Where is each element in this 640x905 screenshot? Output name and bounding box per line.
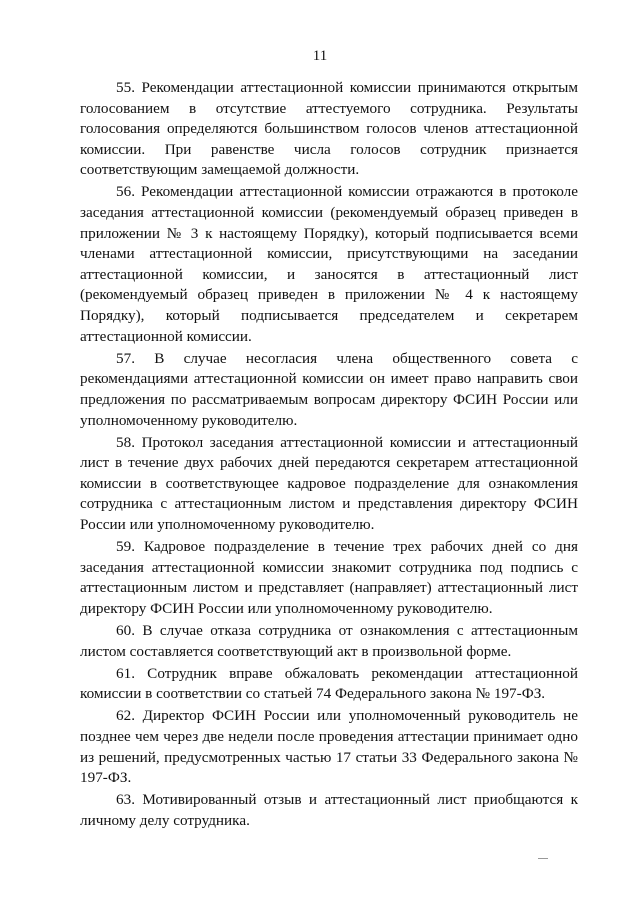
paragraph-62: 62. Директор ФСИН России или уполномоченный руководитель не позднее чем через две недели после проведения аттестации принимает одно из решений, предусмотренных частью 17 статьи 33 Федерального закона № 197-ФЗ. [80,707,578,787]
paragraph-57: 57. В случае несогласия члена общественного совета с рекомендациями аттестационной комиссии он имеет право направить свои предложения по рассматриваемым вопросам директору ФСИН России или уполномоченному руководителю. [80,349,578,429]
page-number: 11 [312,48,328,64]
paragraph-58: 58. Протокол заседания аттестационной комиссии и аттестационный лист в течение двух рабочих дней передаются секретарем аттестационной комиссии в соответствующее кадровое подразделение для ознакомления сотрудника с аттестационным листом и представления директору ФСИН России или уполномоченному руководителю. [80,433,578,533]
paragraph-59: 59. Кадровое подразделение в течение трех рабочих дней со дня заседания аттестационной комиссии знакомит сотрудника под подпись с аттестационным листом и представляет (направляет) аттестационный лист директору ФСИН России или уполномоченному руководителю. [80,538,578,617]
paragraph-61: 61. Сотрудник вправе обжаловать рекомендации аттестационной комиссии в соответствии со статьей 74 Федерального закона № 197-ФЗ. [80,664,578,703]
paragraph-60: 60. В случае отказа сотрудника от ознакомления с аттестационным листом составляется соответствующий акт в произвольной форме. [80,621,578,660]
document-body [80,78,578,831]
paragraph-63: 63. Мотивированный отзыв и аттестационный лист приобщаются к личному делу сотрудника. [80,791,578,829]
paragraph-56: 56. Рекомендации аттестационной комиссии отражаются в протоколе заседания аттестационной комиссии (рекомендуемый образец приведен в приложении № 3 к настоящему Порядку), который подписывается всеми членами аттестационной комиссии, присутствующими на заседании аттестационной комиссии, и заносятся в аттестационный лист (рекомендуемый образец приведен в приложении № 4 к настоящему Порядку), который подписывается председателем и секретарем аттестационной комиссии. [80,183,578,345]
scan-artifact-mark [538,858,548,859]
paragraph-55: 55. Рекомендации аттестационной комиссии принимаются открытым голосованием в отсутствие аттестуемого сотрудника. Результаты голосования определяются большинством голосов членов аттестационной комиссии. При равенстве числа голосов сотрудник признается соответствующим замещаемой должности. [80,79,578,179]
